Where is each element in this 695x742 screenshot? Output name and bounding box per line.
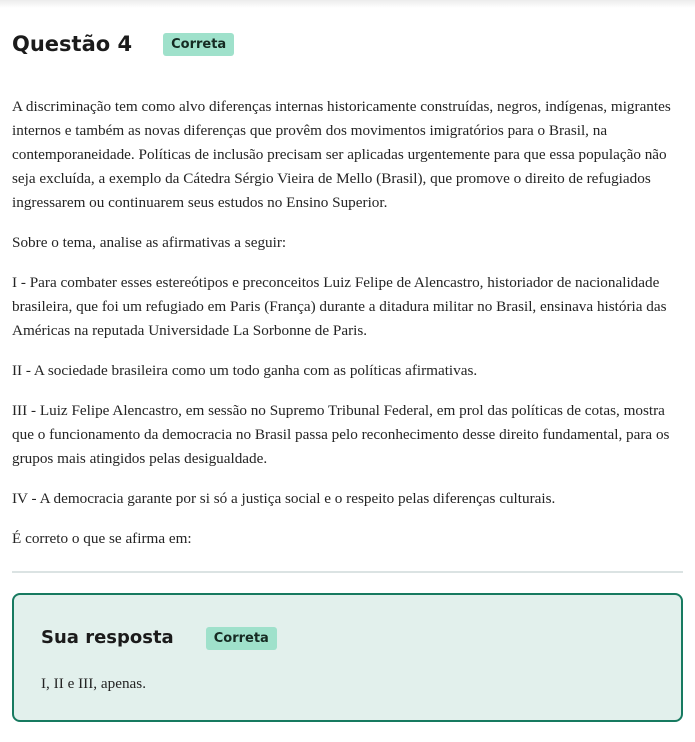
question-title: Questão 4 xyxy=(12,32,133,56)
question-prompt: É correto o que se afirma em: xyxy=(12,530,192,547)
instruction-paragraph: Sobre o tema, analise as afirmativas a seguir: xyxy=(12,234,287,251)
answer-panel xyxy=(12,593,683,722)
status-badge: Correta xyxy=(163,33,234,56)
statement-iv: IV - A democracia garante por si só a justiça social e o respeito pelas diferenças culturais. xyxy=(12,490,556,507)
answer-text: I, II e III, apenas. xyxy=(41,675,146,692)
divider xyxy=(12,571,683,573)
statement-ii: II - A sociedade brasileira como um todo ganha com as políticas afirmativas. xyxy=(12,362,478,379)
context-paragraph: A discriminação tem como alvo diferenças internas historicamente construídas, negros, indígenas, migrantes internos e também as novas diferenças que provêm dos movimentos imigratórios para o Brasil, na contemporaneidade. Políticas de inclusão precisam ser aplicadas urgentemente para que essa população não seja excluída, a exemplo da Cátedra Sérgio Vieira de Mello (Brasil), que promove o direito de refugiados ingressarem ou continuarem seus estudos no Ensino Superior. xyxy=(12,98,671,211)
top-shadow xyxy=(0,0,695,8)
answer-header xyxy=(41,626,277,650)
statement-i: I - Para combater esses estereótipos e preconceitos Luiz Felipe de Alencastro, historiador de nacionalidade brasileira, que foi um refugiado em Paris (França) durante a ditadura militar no Brasil, ensinava história das Américas na reputada Universidade La Sorbonne de Paris. xyxy=(12,274,667,339)
question-body xyxy=(12,95,682,567)
statement-iii: III - Luiz Felipe Alencastro, em sessão no Supremo Tribunal Federal, em prol das políticas de cotas, mostra que o funcionamento da democracia no Brasil passa pelo reconhecimento desse direito fundamental, para os grupos mais atingidos pelas desigualdade. xyxy=(12,402,670,467)
answer-status-badge: Correta xyxy=(206,627,277,650)
answer-title: Sua resposta xyxy=(41,627,174,648)
question-header xyxy=(12,30,234,58)
